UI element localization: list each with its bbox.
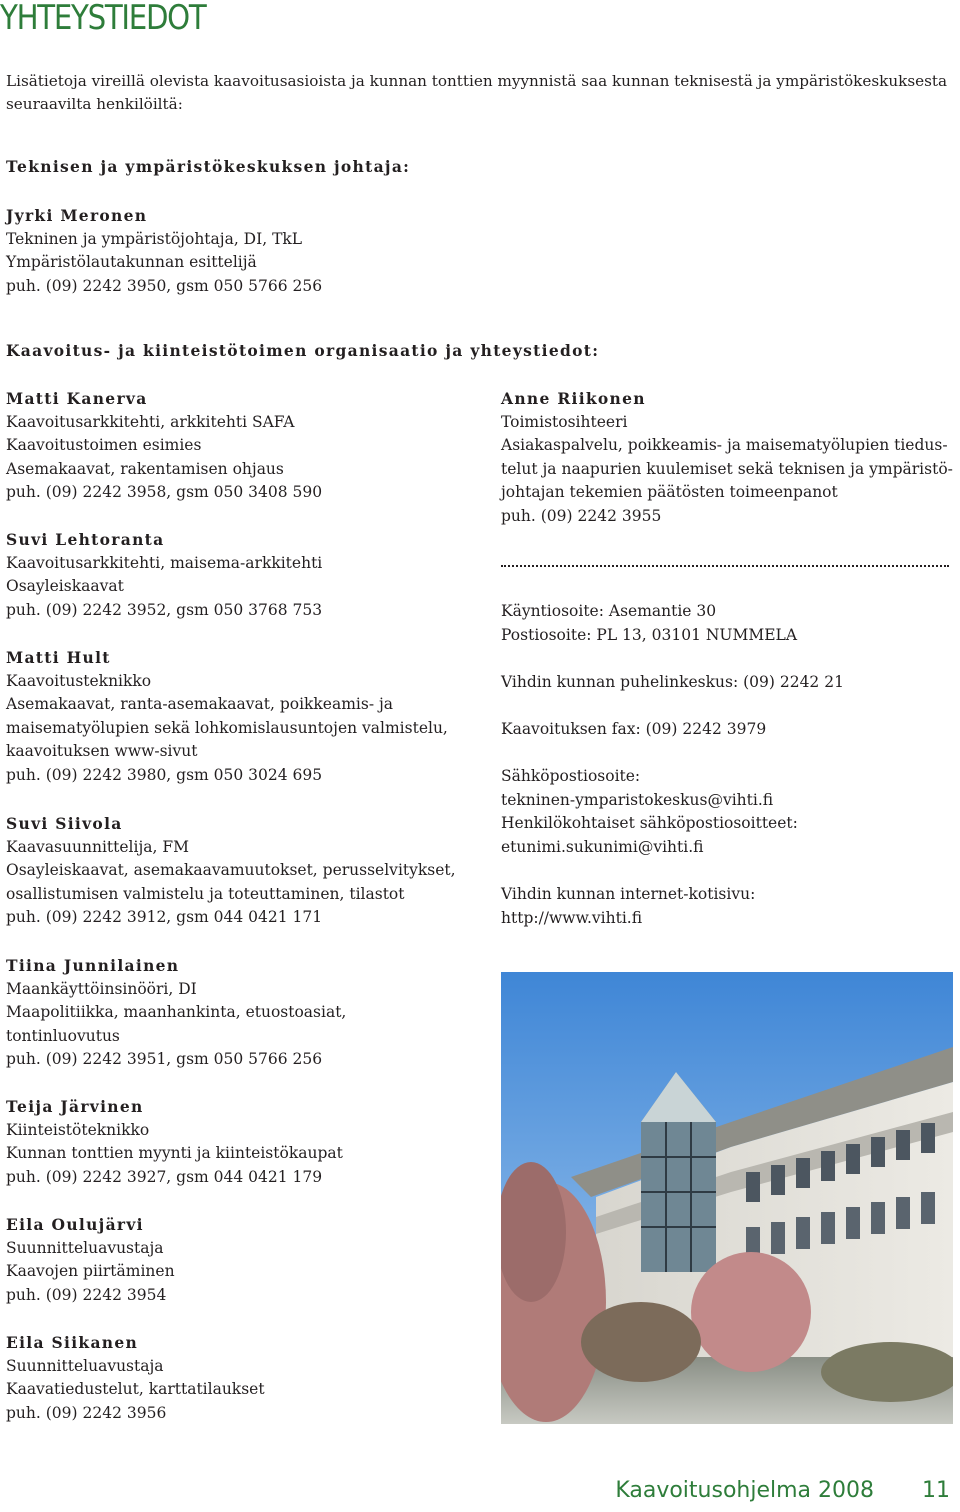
contact-teija-jarvinen — [6, 1095, 343, 1189]
contact-anne-riikonen — [501, 387, 953, 528]
dotted-divider — [501, 565, 949, 567]
page-number: 11 — [922, 1478, 950, 1503]
web-block — [501, 883, 755, 930]
building-photo — [501, 972, 953, 1424]
contact-suvi-lehtoranta — [6, 528, 322, 622]
contact-role: Ympäristölautakunnan esittelijä — [6, 253, 257, 271]
web-link[interactable]: http://www.vihti.fi — [501, 908, 643, 927]
publication-name: Kaavoitusohjelma 2008 — [615, 1478, 874, 1503]
contact-matti-kanerva — [6, 387, 322, 505]
web-label: Vihdin kunnan internet-kotisivu: — [501, 885, 756, 903]
intro-paragraph: Lisätietoja vireillä olevista kaavoitusasioista ja kunnan tonttien myynnistä saa kunnan teknisestä ja ympäristökeskuksesta seuraavilta henkilöiltä: — [6, 72, 948, 113]
contact-eila-oulujarvi — [6, 1213, 175, 1307]
contact-name: Matti Hult — [6, 648, 111, 667]
contact-phone: puh. (09) 2242 3955 — [501, 506, 662, 525]
contact-line: Toimistosihteeri — [501, 412, 628, 431]
contact-phone: puh. (09) 2242 3912, gsm 044 0421 171 — [6, 908, 323, 926]
contact-line: Suunnitteluavustaja — [6, 1238, 164, 1257]
contact-line: Kaavasuunnittelija, FM — [6, 837, 189, 856]
fax-block — [501, 718, 766, 742]
contact-name: Tiina Junnilainen — [6, 956, 180, 975]
page-title: YHTEYSTIEDOT — [0, 0, 206, 38]
contact-tiina-junnilainen — [6, 954, 346, 1072]
switchboard-block — [501, 671, 844, 695]
contact-name: Teija Järvinen — [6, 1097, 144, 1116]
contact-line: Suunnitteluavustaja — [6, 1356, 164, 1375]
contact-eila-siikanen — [6, 1331, 265, 1425]
contact-line: osallistumisen valmistelu ja toteuttaminen, tilastot — [6, 884, 405, 903]
contact-phone: puh. (09) 2242 3954 — [6, 1285, 167, 1304]
fax-number: Kaavoituksen fax: (09) 2242 3979 — [501, 720, 767, 738]
contact-line: Osayleiskaavat — [6, 577, 124, 595]
contact-line: Kaavoitusarkkitehti, maisema-arkkitehti — [6, 553, 323, 572]
personal-email-label: Henkilökohtaiset sähköpostiosoitteet: — [501, 814, 798, 832]
org-heading: Kaavoitus- ja kiinteistötoimen organisaatio ja yhteystiedot: — [6, 341, 600, 360]
contact-name: Matti Kanerva — [6, 389, 148, 408]
contact-name: Eila Siikanen — [6, 1333, 139, 1352]
contact-line: johtajan tekemien päätösten toimeenpanot — [501, 483, 838, 501]
contact-line: Kaavatiedustelut, karttatilaukset — [6, 1380, 265, 1398]
contact-name: Eila Oulujärvi — [6, 1215, 144, 1234]
contact-name: Anne Riikonen — [501, 389, 646, 408]
contact-line: Osayleiskaavat, asemakaavamuutokset, perusselvitykset, — [6, 861, 456, 879]
contact-phone: puh. (09) 2242 3951, gsm 050 5766 256 — [6, 1050, 323, 1068]
contact-line: Kaavoitustoimen esimies — [6, 436, 202, 454]
address-block — [501, 600, 797, 647]
contact-line: Asemakaavat, ranta-asemakaavat, poikkeamis- ja — [6, 695, 394, 713]
switchboard-phone: Vihdin kunnan puhelinkeskus: (09) 2242 21 — [501, 673, 844, 691]
contact-name: Suvi Siivola — [6, 814, 123, 833]
personal-email-pattern: etunimi.sukunimi@vihti.fi — [501, 837, 704, 856]
post-address: Postiosoite: PL 13, 03101 NUMMELA — [501, 625, 798, 644]
contact-name: Jyrki Meronen — [6, 206, 148, 225]
email-block — [501, 765, 798, 859]
contact-line: Kaavoitusarkkitehti, arkkitehti SAFA — [6, 412, 295, 431]
contact-line: Kunnan tonttien myynti ja kiinteistökaupat — [6, 1144, 343, 1162]
contact-title: Tekninen ja ympäristöjohtaja, DI, TkL — [6, 229, 303, 248]
contact-line: telut ja naapurien kuulemiset sekä teknisen ja ympäristö- — [501, 459, 953, 478]
contact-name: Suvi Lehtoranta — [6, 530, 165, 549]
contact-line: kaavoituksen www-sivut — [6, 742, 198, 760]
director-contact — [6, 204, 322, 298]
contact-line: maisematyölupien sekä lohkomislausuntojen valmistelu, — [6, 718, 448, 737]
contact-line: Asemakaavat, rakentamisen ohjaus — [6, 459, 284, 478]
contact-phone: puh. (09) 2242 3980, gsm 050 3024 695 — [6, 765, 323, 784]
email-label: Sähköpostiosoite: — [501, 767, 641, 785]
contact-phone: puh. (09) 2242 3952, gsm 050 3768 753 — [6, 600, 323, 619]
contact-line: Kaavojen piirtäminen — [6, 1262, 175, 1280]
contact-phone: puh. (09) 2242 3956 — [6, 1403, 167, 1422]
contact-line: Kaavoitusteknikko — [6, 671, 152, 690]
director-heading: Teknisen ja ympäristökeskuksen johtaja: — [6, 157, 411, 176]
contact-line: Asiakaspalvelu, poikkeamis- ja maisematyölupien tiedus- — [501, 436, 948, 454]
contact-suvi-siivola — [6, 812, 456, 930]
contact-phone: puh. (09) 2242 3950, gsm 050 5766 256 — [6, 276, 323, 295]
contact-line: Maapolitiikka, maanhankinta, etuostoasiat, — [6, 1003, 347, 1021]
contact-phone: puh. (09) 2242 3927, gsm 044 0421 179 — [6, 1167, 323, 1186]
contact-phone: puh. (09) 2242 3958, gsm 050 3408 590 — [6, 483, 323, 501]
contact-line: Maankäyttöinsinööri, DI — [6, 979, 197, 998]
contact-matti-hult — [6, 646, 448, 787]
email-link[interactable]: tekninen-ymparistokeskus@vihti.fi — [501, 790, 774, 809]
page-footer — [615, 1478, 950, 1503]
visit-address: Käyntiosoite: Asemantie 30 — [501, 602, 717, 620]
contact-line: tontinluovutus — [6, 1026, 120, 1045]
contact-line: Kiinteistöteknikko — [6, 1120, 150, 1139]
